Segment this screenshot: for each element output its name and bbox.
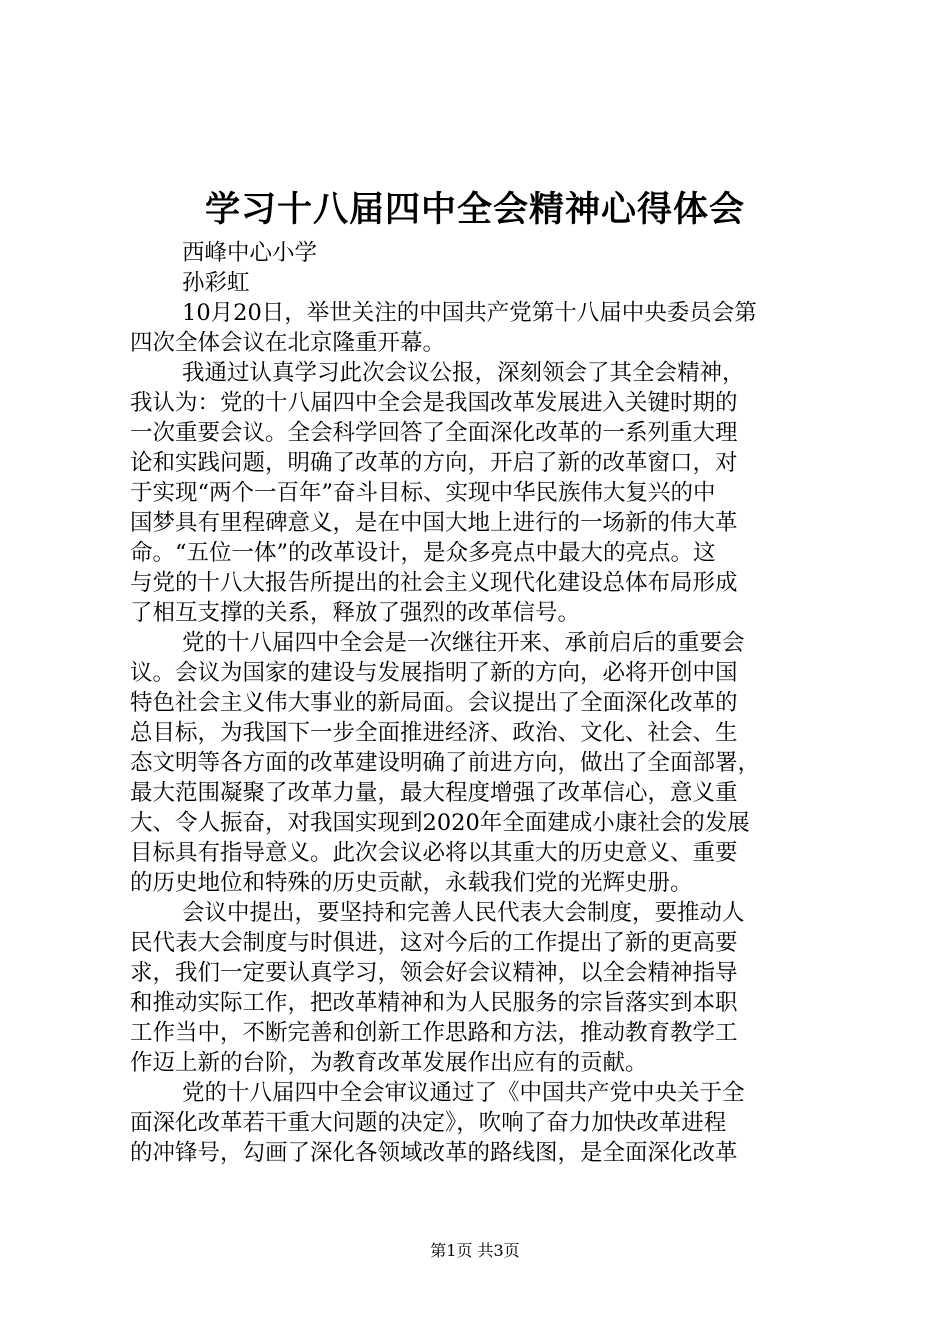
- author-school: 西峰中心小学: [182, 240, 318, 266]
- body-line: 一次重要会议。全会科学回答了全面深化改革的一系列重大理: [130, 420, 738, 446]
- body-line: 作迈上新的台阶，为教育改革发展作出应有的贡献。: [130, 1050, 648, 1076]
- body-line: 我通过认真学习此次会议公报，深刻领会了其全会精神，: [182, 360, 745, 386]
- body-line: 命。“五位一体”的改革设计，是众多亮点中最大的亮点。这: [130, 540, 716, 566]
- body-line: 与党的十八大报告所提出的社会主义现代化建设总体布局形成: [130, 570, 738, 596]
- body-line: 工作当中，不断完善和创新工作思路和方法，推动教育教学工: [130, 1020, 738, 1046]
- body-line: 态文明等各方面的改革建设明确了前进方向，做出了全面部署，: [130, 750, 761, 776]
- body-line: 目标具有指导意义。此次会议必将以其重大的历史意义、重要: [130, 840, 738, 866]
- body-line: 的历史地位和特殊的历史贡献，永载我们党的光辉史册。: [130, 870, 693, 896]
- body-line: 于实现“两个一百年”奋斗目标、实现中华民族伟大复兴的中: [130, 480, 716, 506]
- body-line: 民代表大会制度与时俱进，这对今后的工作提出了新的更高要: [130, 930, 738, 956]
- body-line: 10月20日，举世关注的中国共产党第十八届中央委员会第: [182, 300, 757, 326]
- body-line: 特色社会主义伟大事业的新局面。会议提出了全面深化改革的: [130, 690, 738, 716]
- body-line: 议。会议为国家的建设与发展指明了新的方向，必将开创中国: [130, 660, 738, 686]
- body-line: 党的十八届四中全会审议通过了《中国共产党中央关于全: [182, 1080, 745, 1106]
- body-line: 国梦具有里程碑意义，是在中国大地上进行的一场新的伟大革: [130, 510, 738, 536]
- page-footer: 第1页 共3页: [430, 1241, 520, 1260]
- body-line: 大、令人振奋，对我国实现到2020年全面建成小康社会的发展: [130, 810, 750, 836]
- body-line: 面深化改革若干重大问题的决定》，吹响了奋力加快改革进程: [130, 1110, 727, 1136]
- body-line: 党的十八届四中全会是一次继往开来、承前启后的重要会: [182, 630, 745, 656]
- body-line: 了相互支撑的关系，释放了强烈的改革信号。: [130, 600, 581, 626]
- body-line: 和推动实际工作，把改革精神和为人民服务的宗旨落实到本职: [130, 990, 738, 1016]
- body-line: 会议中提出，要坚持和完善人民代表大会制度，要推动人: [182, 900, 745, 926]
- body-line: 求，我们一定要认真学习，领会好会议精神，以全会精神指导: [130, 960, 738, 986]
- body-line: 论和实践问题，明确了改革的方向，开启了新的改革窗口，对: [130, 450, 738, 476]
- body-line: 我认为：党的十八届四中全会是我国改革发展进入关键时期的: [130, 390, 738, 416]
- author-name: 孙彩虹: [182, 270, 250, 296]
- body-line: 总目标，为我国下一步全面推进经济、政治、文化、社会、生: [130, 720, 738, 746]
- document-title: 学习十八届四中全会精神心得体会: [204, 189, 745, 230]
- body-line: 四次全体会议在北京隆重开幕。: [130, 330, 446, 356]
- body-line: 的冲锋号，勾画了深化各领域改革的路线图，是全面深化改革: [130, 1140, 738, 1166]
- body-line: 最大范围凝聚了改革力量，最大程度增强了改革信心，意义重: [130, 780, 738, 806]
